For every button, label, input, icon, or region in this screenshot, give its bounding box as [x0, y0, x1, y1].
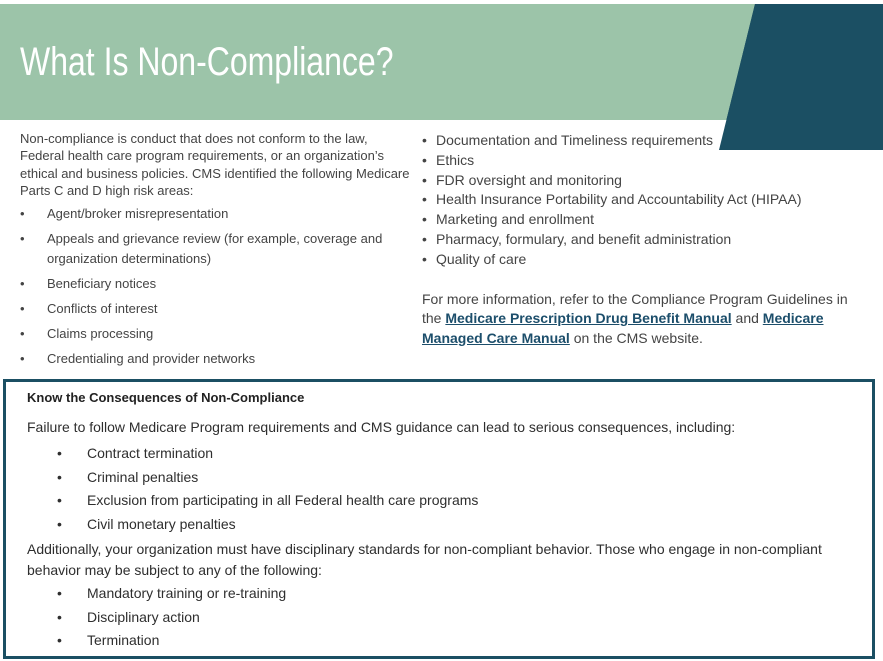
disciplinary-list [57, 582, 837, 653]
managed-care-manual-link[interactable]: Medicare Managed Care Manual [422, 310, 824, 346]
disciplinary-paragraph: Additionally, your organization must have disciplinary standards for non-compliant behavior. Those who engage in non-compliant behavior may be subject to any of the following: [27, 541, 822, 578]
consequences-list [57, 442, 837, 536]
consequences-box [3, 379, 875, 659]
list-item: • Conflicts of interest [20, 301, 158, 317]
consequences-title: Know the Consequences of Non-Compliance [27, 390, 305, 405]
list-item: • Claims processing [20, 326, 154, 342]
prescription-drug-manual-link[interactable]: Medicare Prescription Drug Benefit Manual [445, 310, 732, 327]
list-item: • Contract termination [57, 445, 214, 461]
list-item: • Termination [57, 632, 160, 648]
list-item: • Beneficiary notices [20, 276, 157, 292]
list-item: • Civil monetary penalties [57, 515, 236, 532]
list-item: • FDR oversight and monitoring [422, 171, 622, 188]
list-item: • Pharmacy, formulary, and benefit administration [422, 230, 732, 247]
list-item: • Credentialing and provider networks [20, 351, 256, 367]
list-item: • Ethics [422, 151, 475, 168]
list-item: • Exclusion from participating in all Federal health care programs [57, 492, 479, 508]
list-item: • Documentation and Timeliness requirements [422, 132, 714, 148]
list-item: • Quality of care [422, 250, 527, 267]
intro-paragraph: Non-compliance is conduct that does not conform to the law, Federal health care program requirements, or an organization’s ethical and business policies. CMS identified the following Medicare Parts C and D high risk areas: [20, 131, 410, 198]
page-title: What Is Non-Compliance? [20, 40, 394, 84]
list-item: • Criminal penalties [57, 468, 199, 485]
list-item: • Health Insurance Portability and Accountability Act (HIPAA) [422, 191, 802, 208]
list-item: • Mandatory training or re-training [57, 585, 287, 601]
risk-areas-list-left [20, 204, 410, 369]
list-item: • Marketing and enrollment [422, 211, 594, 228]
more-info-paragraph: For more information, refer to the Compliance Program Guidelines in the Medicare Prescription Drug Benefit Manual and Medicare Managed Care Manual on the CMS website. [422, 290, 848, 346]
list-item: • Agent/broker misrepresentation [20, 206, 229, 222]
risk-areas-list-right [422, 131, 852, 270]
consequences-intro: Failure to follow Medicare Program requirements and CMS guidance can lead to serious consequences, including: [27, 419, 736, 435]
list-item: • Appeals and grievance review (for example, coverage and organization determinations) [20, 231, 383, 267]
right-column [422, 131, 852, 348]
left-column [20, 130, 410, 374]
header-banner [0, 4, 883, 120]
list-item: • Disciplinary action [57, 608, 200, 625]
